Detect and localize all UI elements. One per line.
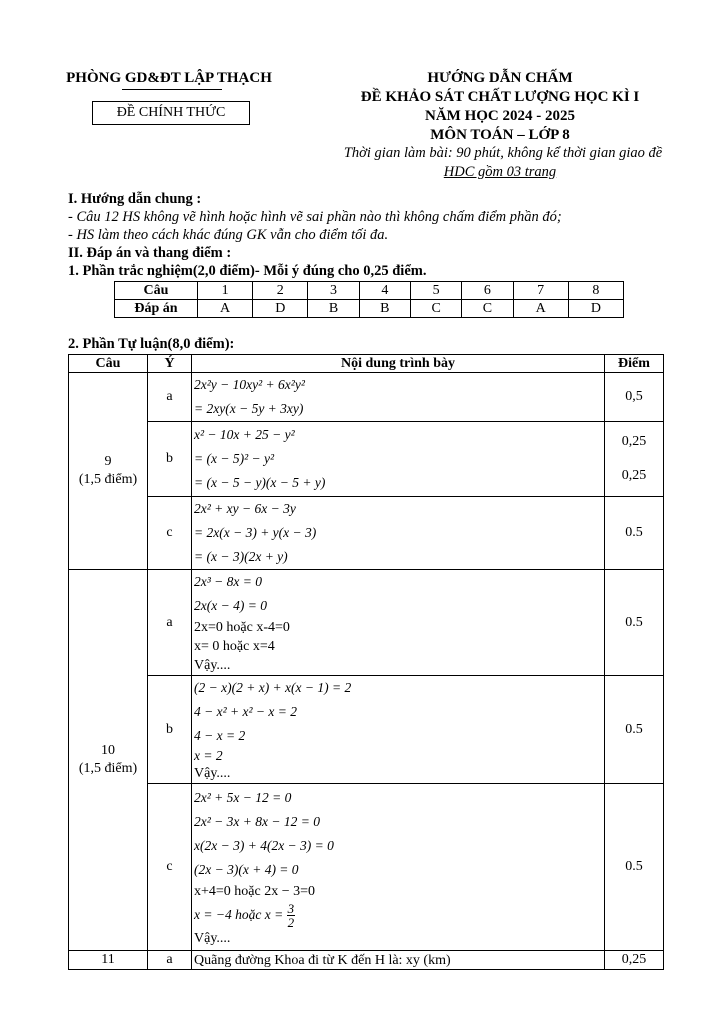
score: 0,25: [621, 434, 647, 449]
question-9-cell: [69, 373, 148, 570]
mc-question: 5: [410, 282, 461, 300]
score: 0,5: [605, 373, 664, 422]
table-row: [69, 422, 664, 497]
solution-content: [192, 373, 605, 422]
math-line: x(2x − 3) + 4(2x − 3) = 0: [194, 838, 334, 853]
mc-answer: B: [359, 300, 410, 318]
text-line: Vậy....: [194, 931, 231, 946]
part-label: c: [148, 497, 192, 570]
math-line: = 2xy(x − 5y + 3xy): [194, 401, 304, 416]
mc-question-label: Câu: [115, 282, 198, 300]
general-note-2: - HS làm theo cách khác đúng GK vẫn cho điểm tối đa.: [68, 227, 389, 243]
math-line: (2x − 3)(x + 4) = 0: [194, 862, 299, 877]
math-line: = (x − 5)² − y²: [194, 451, 275, 466]
mc-question-row: [115, 282, 624, 300]
header-divider: [122, 89, 222, 90]
question-10-cell: [69, 570, 148, 951]
math-line: 2x² − 3x + 8x − 12 = 0: [194, 814, 320, 829]
text-line: x= 0 hoặc x=4: [194, 639, 275, 654]
essay-answer-table: [68, 354, 664, 970]
text-line: Vậy....: [194, 766, 231, 781]
text-line: 2x=0 hoặc x-4=0: [194, 620, 290, 635]
page-count: HDC gồm 03 trang: [443, 164, 557, 180]
mc-answer-label: Đáp án: [115, 300, 198, 318]
question-number: 10: [101, 743, 115, 758]
mc-question: 4: [359, 282, 410, 300]
score: 0.5: [605, 570, 664, 676]
official-label: ĐỀ CHÍNH THỨC: [92, 101, 250, 125]
part-label: a: [148, 570, 192, 676]
col-content: Nội dung trình bày: [192, 355, 605, 373]
math-line: 2x² + 5x − 12 = 0: [194, 790, 292, 805]
math-line: x² − 10x + 25 − y²: [194, 427, 295, 442]
solution-content: [192, 497, 605, 570]
question-points: (1,5 điểm): [78, 761, 138, 776]
part-label: c: [148, 784, 192, 951]
mc-question: 3: [308, 282, 359, 300]
part-label: b: [148, 676, 192, 784]
time-note: Thời gian làm bài: 90 phút, không kể thời gian giao đề: [343, 145, 663, 161]
solution-content: [192, 676, 605, 784]
mc-question: 8: [568, 282, 623, 300]
mc-answer: D: [568, 300, 623, 318]
score-cell: [605, 422, 664, 497]
mc-question: 6: [462, 282, 513, 300]
part-label: a: [148, 373, 192, 422]
col-score: Điểm: [605, 355, 664, 373]
question-number: 9: [104, 454, 112, 469]
col-part: Ý: [148, 355, 192, 373]
solution-content: Quãng đường Khoa đi từ K đến H là: xy (km): [192, 951, 605, 970]
math-line: 2x(x − 4) = 0: [194, 598, 267, 613]
answers-heading: II. Đáp án và thang điểm :: [68, 245, 232, 261]
mc-answer: C: [410, 300, 461, 318]
text-line: Vậy....: [194, 658, 231, 673]
score: 0,25: [621, 468, 647, 483]
general-heading: I. Hướng dẫn chung :: [68, 191, 202, 207]
mc-answer: B: [308, 300, 359, 318]
math-line: 2x²y − 10xy² + 6x²y²: [194, 377, 305, 392]
part-label: a: [148, 951, 192, 970]
table-row: [69, 570, 664, 676]
text-line: x+4=0 hoặc 2x − 3=0: [194, 884, 316, 899]
math-line: 2x³ − 8x = 0: [194, 574, 263, 589]
math-text: x = −4 hoặc x =: [194, 907, 284, 922]
solution-content: [192, 784, 605, 951]
solution-content: [192, 422, 605, 497]
mc-answer: A: [198, 300, 253, 318]
mc-answer: A: [513, 300, 568, 318]
solution-content: [192, 570, 605, 676]
mc-heading: 1. Phần trắc nghiệm(2,0 điểm)- Mỗi ý đúng cho 0,25 điểm.: [68, 263, 427, 279]
table-row: [69, 676, 664, 784]
general-note-1: - Câu 12 HS không vẽ hình hoặc hình vẽ sai phần nào thì không chấm điểm phần đó;: [68, 209, 562, 225]
fraction-denominator: 2: [287, 915, 295, 931]
exam-title: ĐỀ KHẢO SÁT CHẤT LƯỢNG HỌC KÌ I: [360, 89, 640, 105]
essay-header-row: [69, 355, 664, 373]
table-row: [69, 784, 664, 951]
essay-heading: 2. Phần Tự luận(8,0 điểm):: [68, 336, 235, 352]
mc-answer: C: [462, 300, 513, 318]
math-line: = 2x(x − 3) + y(x − 3): [194, 525, 317, 540]
part-label: b: [148, 422, 192, 497]
math-line: 2x² + xy − 6x − 3y: [194, 501, 296, 516]
mc-question: 1: [198, 282, 253, 300]
math-line: x = 2: [194, 748, 223, 763]
question-number: 11: [69, 951, 148, 970]
col-question: Câu: [69, 355, 148, 373]
score: 0.5: [605, 497, 664, 570]
mc-answer-table: [114, 281, 624, 318]
table-row: [69, 951, 664, 970]
table-row: [69, 373, 664, 422]
fraction-numerator: 3: [287, 901, 295, 917]
math-line: (2 − x)(2 + x) + x(x − 1) = 2: [194, 680, 352, 695]
mc-question: 7: [513, 282, 568, 300]
department-name: PHÒNG GD&ĐT LẬP THẠCH: [66, 70, 272, 86]
math-line: [194, 901, 604, 929]
fraction: [287, 902, 296, 929]
mc-answer: D: [253, 300, 308, 318]
math-line: = (x − 5 − y)(x − 5 + y): [194, 475, 326, 490]
score: 0.5: [605, 676, 664, 784]
subject: MÔN TOÁN – LỚP 8: [430, 127, 570, 143]
math-line: 4 − x = 2: [194, 728, 246, 743]
mc-question: 2: [253, 282, 308, 300]
math-line: = (x − 3)(2x + y): [194, 549, 288, 564]
mc-answer-row: [115, 300, 624, 318]
math-line: 4 − x² + x² − x = 2: [194, 704, 298, 719]
school-year: NĂM HỌC 2024 - 2025: [425, 108, 575, 124]
doc-title: HƯỚNG DẪN CHẤM: [427, 70, 573, 86]
score: 0.5: [605, 784, 664, 951]
table-row: [69, 497, 664, 570]
score: 0,25: [605, 951, 664, 970]
question-points: (1,5 điểm): [78, 472, 138, 487]
